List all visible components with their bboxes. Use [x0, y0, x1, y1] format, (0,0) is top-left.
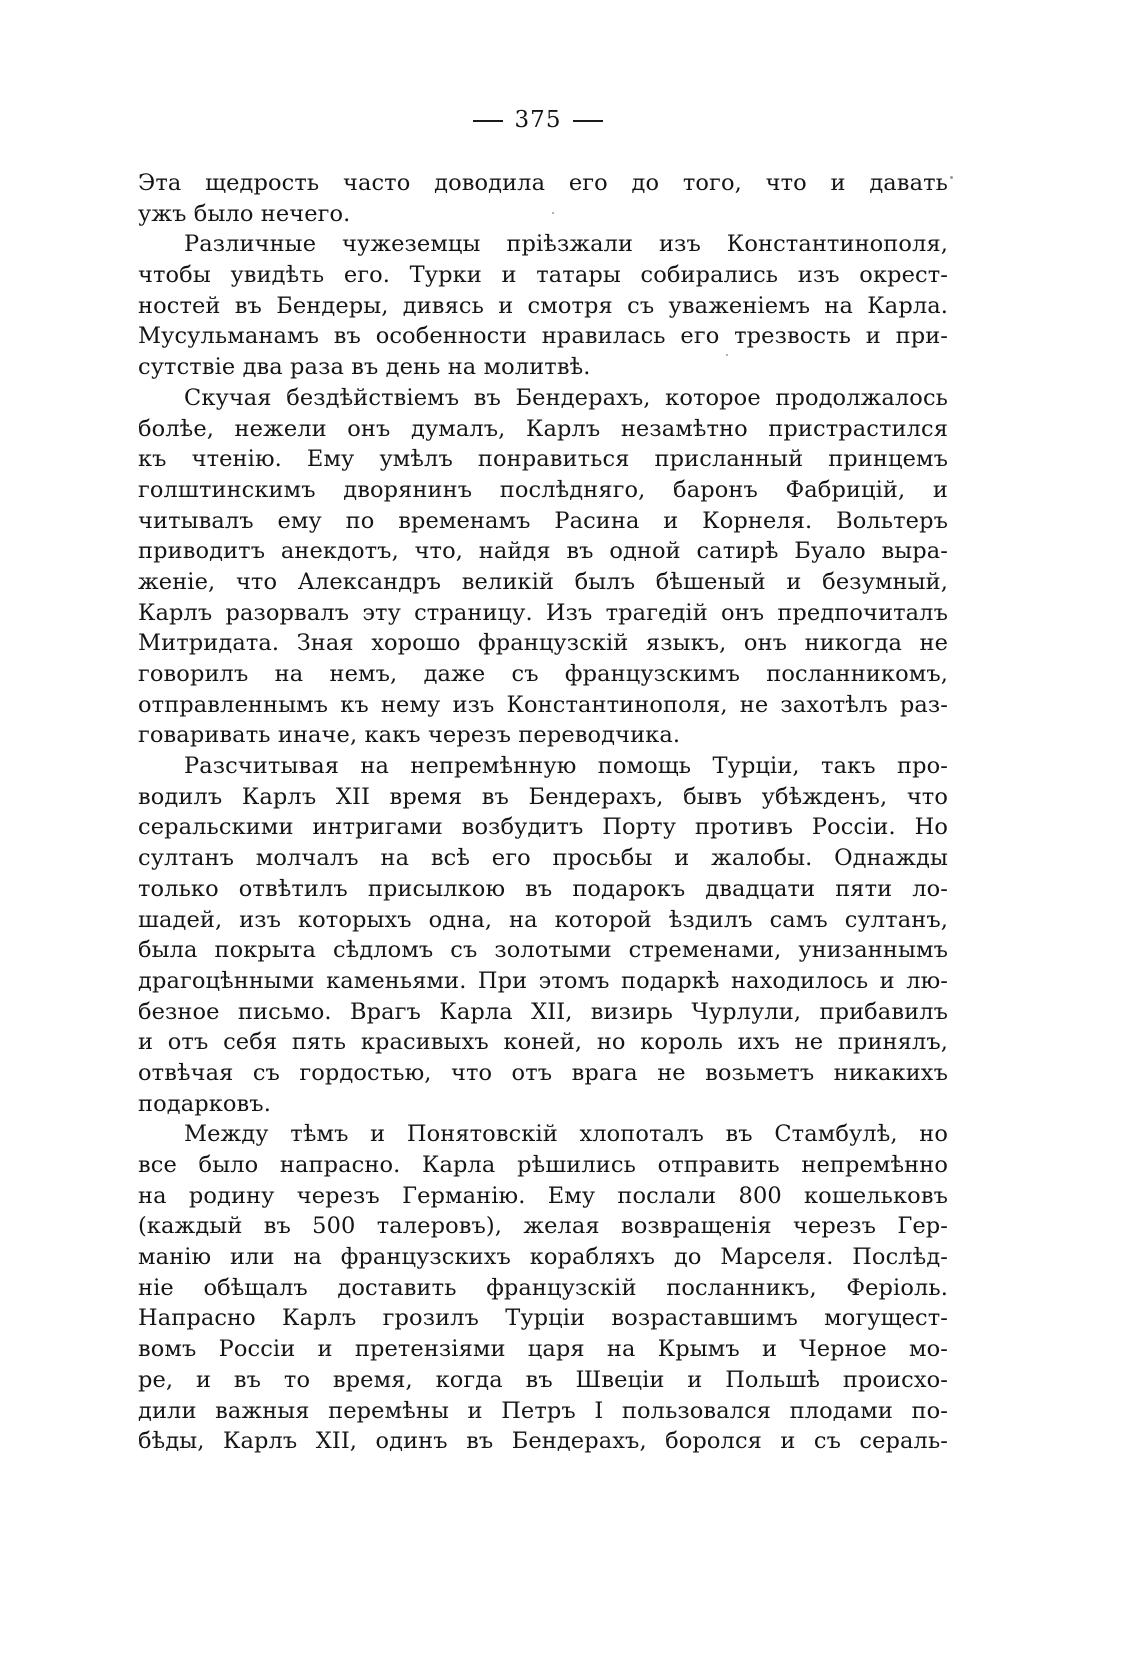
text-line: была покрыта сѣдломъ съ золотыми стременами, унизаннымъ [138, 937, 948, 964]
text-line: Митридата. Зная хорошо французскiй языкъ, онъ никогда не [138, 630, 948, 657]
text-line: голштинскимъ дворянинъ послѣдняго, баронъ Фабрицiй, и [138, 476, 948, 503]
text-line: безное письмо. Врагъ Карла XII, визирь Чурлули, прибавилъ [138, 998, 948, 1025]
scan-speck [552, 212, 554, 214]
text-line: Напрасно Карлъ грозилъ Турцiи возраставшимъ могущест- [138, 1305, 948, 1332]
text-line: ностей въ Бендеры, дивясь и смотря съ уваженiемъ на Карла. [138, 292, 948, 319]
scan-speck [950, 176, 953, 179]
text-line: Разсчитывая на непремѣнную помощь Турцiи, такъ про- [184, 753, 948, 780]
text-line: серальскими интригами возбудитъ Порту противъ Россiи. Но [138, 814, 948, 841]
text-line: говаривать иначе, какъ черезъ переводчика. [138, 722, 681, 749]
text-line: ужъ было нечего. [138, 200, 351, 227]
text-line: подарковъ. [138, 1090, 271, 1117]
text-line: къ чтенiю. Ему умѣлъ понравиться присланный принцемъ [138, 446, 948, 473]
text-line: шадей, изъ которыхъ одна, на которой ѣздилъ самъ султанъ, [138, 906, 948, 933]
text-line: манiю или на французскихъ корабляхъ до Марселя. Послѣд- [138, 1244, 948, 1271]
text-line: читывалъ ему по временамъ Расина и Корнеля. Вольтеръ [138, 507, 948, 534]
text-line: драгоцѣнными каменьями. При этомъ подаркѣ находилось и лю- [138, 967, 948, 994]
text-line: Мусульманамъ въ особенности нравилась его трезвость и при- [138, 323, 948, 350]
text-line: приводитъ анекдотъ, что, найдя въ одной сатирѣ Буало выра- [138, 538, 948, 565]
text-line: султанъ молчалъ на всѣ его просьбы и жалобы. Однажды [138, 845, 948, 872]
page-number-left-dash [473, 120, 503, 122]
text-line: ре, и въ то время, когда въ Швецiи и Польшѣ происхо- [138, 1366, 948, 1393]
text-line: Различные чужеземцы прiѣзжали изъ Константинополя, [184, 231, 948, 258]
text-line: сутствiе два раза въ день на молитвѣ. [138, 354, 591, 381]
text-line: Скучая бездѣйствiемъ въ Бендерахъ, которое продолжалось [184, 384, 948, 411]
text-line: отвѣчая съ гордостью, что отъ врага не возьметъ никакихъ [138, 1059, 948, 1086]
text-line: бѣды, Карлъ XII, одинъ въ Бендерахъ, боролся и съ сераль- [138, 1428, 948, 1455]
page-number-value: 375 [514, 107, 562, 133]
text-line: нiе обѣщалъ доставить французскiй посланникъ, Ферiоль. [138, 1274, 948, 1301]
text-line: Карлъ разорвалъ эту страницу. Изъ трагедiй онъ предпочиталъ [138, 599, 948, 626]
text-line: Между тѣмъ и Понятовскiй хлопоталъ въ Стамбулѣ, но [184, 1121, 948, 1148]
text-line: болѣе, нежели онъ думалъ, Карлъ незамѣтно пристрастился [138, 415, 948, 442]
text-line: говорилъ на немъ, даже съ французскимъ посланникомъ, [138, 661, 948, 687]
text-line: женiе, что Александръ великiй былъ бѣшеный и безумный, [138, 568, 948, 595]
text-line: все было напрасно. Карла рѣшились отправить непремѣнно [138, 1152, 948, 1178]
page-number [0, 104, 1076, 136]
text-line: на родину черезъ Германiю. Ему послали 800 кошельковъ [138, 1182, 948, 1209]
text-line: отправленнымъ къ нему изъ Константинополя, не захотѣлъ раз- [138, 691, 948, 718]
text-line: и отъ себя пять красивыхъ коней, но король ихъ не принялъ, [138, 1029, 948, 1056]
text-line: Эта щедрость часто доводила его до того, что и давать [138, 170, 948, 196]
text-line: только отвѣтилъ присылкою въ подарокъ двадцати пяти ло- [138, 875, 948, 902]
text-line: (каждый въ 500 талеровъ), желая возвращенiя черезъ Гер- [138, 1213, 948, 1240]
text-line: вомъ Россiи и претензiями царя на Крымъ и Черное мо- [138, 1336, 948, 1363]
text-line: водилъ Карлъ XII время въ Бендерахъ, бывъ убѣжденъ, что [138, 783, 948, 810]
text-line: чтобы увидѣть его. Турки и татары собирались изъ окрест- [138, 262, 948, 289]
text-line: дили важныя перемѣны и Петръ I пользовался плодами по- [138, 1397, 948, 1424]
body-text [138, 168, 948, 1457]
scan-speck [726, 354, 728, 356]
page-number-right-dash [573, 120, 603, 122]
